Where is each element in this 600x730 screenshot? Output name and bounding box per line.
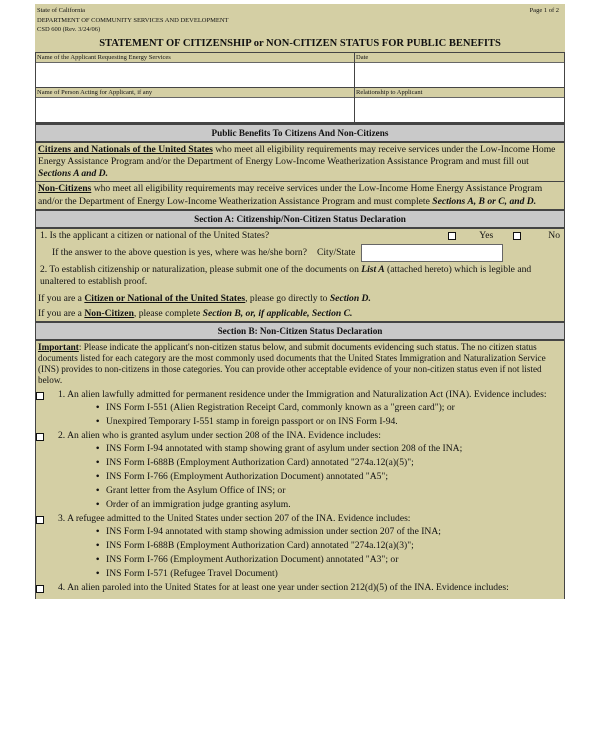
yes-label: Yes <box>479 229 494 241</box>
form-header <box>35 4 565 37</box>
yes-checkbox[interactable] <box>448 232 456 240</box>
applicant-fields <box>35 52 565 123</box>
status-options <box>36 389 564 595</box>
state-label: State of California <box>37 7 86 14</box>
relationship-input[interactable] <box>355 97 564 122</box>
section-bc-reference: Section B, or, if applicable, Section C. <box>202 307 353 319</box>
birthplace-question: If the answer to the above question is yes, where was he/she born? <box>52 246 307 258</box>
status-checkbox[interactable] <box>36 392 44 400</box>
noncitizen-instruction <box>36 307 564 321</box>
evidence-item: • INS Form I-688B (Employment Authorization Card) annotated "274a.12(a)(3)"; <box>58 539 564 553</box>
important-text: : Please indicate the applicant's non-citizen status below, and submit documents evidencing such status. The no citizen status documents listed for each category are the most commonly used documents that the United States Immigration and Naturalization Service (INS) provides to non-citizens in those categories. You can provide other acceptable evidence of your non-citizen status even if not listed below. <box>38 341 546 386</box>
birthplace-row <box>36 243 564 263</box>
status-option-text: 3. A refugee admitted to the United States under section 207 of the INA. Evidence includes: <box>58 512 411 524</box>
form-title: STATEMENT OF CITIZENSHIP or NON-CITIZEN STATUS FOR PUBLIC BENEFITS <box>99 37 501 49</box>
no-checkbox[interactable] <box>513 232 521 240</box>
noncitizens-sections: Sections A, B or C, and D. <box>432 195 537 207</box>
relationship-label: Relationship to Applicant <box>356 88 423 96</box>
status-checkbox[interactable] <box>36 516 44 524</box>
noncitizens-text: who meet all eligibility requirements may receive services under the Low-Income Home Energy Assistance Program and/or the Department of Energy Low-Income Weatherization Assistance Program and must complete <box>38 183 543 207</box>
evidence-item: • INS Form I-551 (Alien Registration Receipt Card, commonly known as a "green card"); or <box>58 401 564 415</box>
acting-person-input[interactable] <box>36 97 354 122</box>
form-number: CSD 600 (Rev. 3/24/06) <box>37 26 101 33</box>
citizens-text: who meet all eligibility requirements may receive services under the Low-Income Home Energy Assistance Program and/or the Department of Energy Low-Income Weatherization Assistance Program and must fill out <box>38 143 556 167</box>
important-note <box>36 341 564 388</box>
instr-text: , please go directly to <box>245 293 330 305</box>
department-label: DEPARTMENT OF COMMUNITY SERVICES AND DEVELOPMENT <box>37 16 229 24</box>
acting-person-label: Name of Person Acting for Applicant, if any <box>37 88 153 96</box>
evidence-item: • INS Form I-94 annotated with stamp showing admission under section 207 of the INA; <box>58 525 564 539</box>
status-option-text: 2. An alien who is granted asylum under section 208 of the INA. Evidence includes: <box>58 429 381 441</box>
section-d-reference: Section D. <box>329 293 371 305</box>
evidence-item: • INS Form I-688B (Employment Authorization Card) annotated "274a.12(a)(5)"; <box>58 456 564 470</box>
benefits-heading: Public Benefits To Citizens And Non-Citizens <box>35 123 565 143</box>
question-1 <box>36 229 564 243</box>
evidence-item: • Order of an immigration judge granting asylum. <box>58 498 564 512</box>
status-option-text: 1. An alien lawfully admitted for permanent residence under the Immigration and Naturalization Act (INA). Evidence includes: <box>58 388 547 400</box>
noncitizens-paragraph <box>36 181 564 208</box>
evidence-item: • Grant letter from the Asylum Office of INS; or <box>58 484 564 498</box>
noncitizen-term: Non-Citizen <box>84 307 134 319</box>
question-2 <box>36 263 564 289</box>
instr-text: If you are a <box>38 307 85 319</box>
date-label: Date <box>356 53 369 61</box>
section-a-heading: Section A: Citizenship/Non-Citizen Status Declaration <box>35 209 565 229</box>
date-input[interactable] <box>355 62 564 87</box>
city-state-label: City/State <box>316 246 356 258</box>
section-b-heading: Section B: Non-Citizen Status Declaration <box>35 321 565 341</box>
status-option <box>36 513 564 581</box>
status-checkbox[interactable] <box>36 585 44 593</box>
citizen-term: Citizen or National of the United States <box>84 293 246 305</box>
applicant-name-label: Name of the Applicant Requesting Energy Services <box>37 53 171 61</box>
noncitizens-term: Non-Citizens <box>38 183 92 195</box>
status-option <box>36 430 564 512</box>
citizenship-form <box>35 4 565 599</box>
question-2-text: 2. To establish citizenship or naturalization, please submit one of the documents on <box>40 263 362 275</box>
citizens-term: Citizens and Nationals of the United States <box>38 143 213 155</box>
status-checkbox[interactable] <box>36 433 44 441</box>
instr-text: , please complete <box>133 307 203 319</box>
instr-text: If you are a <box>38 293 85 305</box>
evidence-item: • Unexpired Temporary I-551 stamp in foreign passport or on INS Form I-94. <box>58 415 564 429</box>
applicant-name-input[interactable] <box>36 62 354 87</box>
question-1-text: 1. Is the applicant a citizen or national of the United States? <box>40 229 270 241</box>
citizens-paragraph <box>36 143 564 182</box>
important-label: Important <box>38 341 79 352</box>
citizens-sections: Sections A and D. <box>38 168 109 180</box>
no-label: No <box>548 229 560 241</box>
citizen-instruction <box>36 292 564 306</box>
status-option <box>36 389 564 429</box>
evidence-item: • INS Form I-766 (Employment Authorization Document) annotated "A3"; or <box>58 553 564 567</box>
evidence-item: • INS Form I-766 (Employment Authorization Document) annotated "A5"; <box>58 470 564 484</box>
city-state-input[interactable] <box>361 244 503 262</box>
evidence-item: • INS Form I-94 annotated with stamp showing grant of asylum under section 208 of the INA; <box>58 442 564 456</box>
question-2-text-end: (attached hereto) which is legible and unaltered to establish proof. <box>40 263 532 288</box>
status-option-text: 4. An alien paroled into the United States for at least one year under section 212(d)(5) of the INA. Evidence includes: <box>58 582 509 594</box>
list-a-reference: List A <box>361 263 385 275</box>
evidence-item: • INS Form I-571 (Refugee Travel Document) <box>58 567 564 581</box>
status-option <box>36 582 564 594</box>
page-indicator: Page 1 of 2 <box>529 7 559 14</box>
